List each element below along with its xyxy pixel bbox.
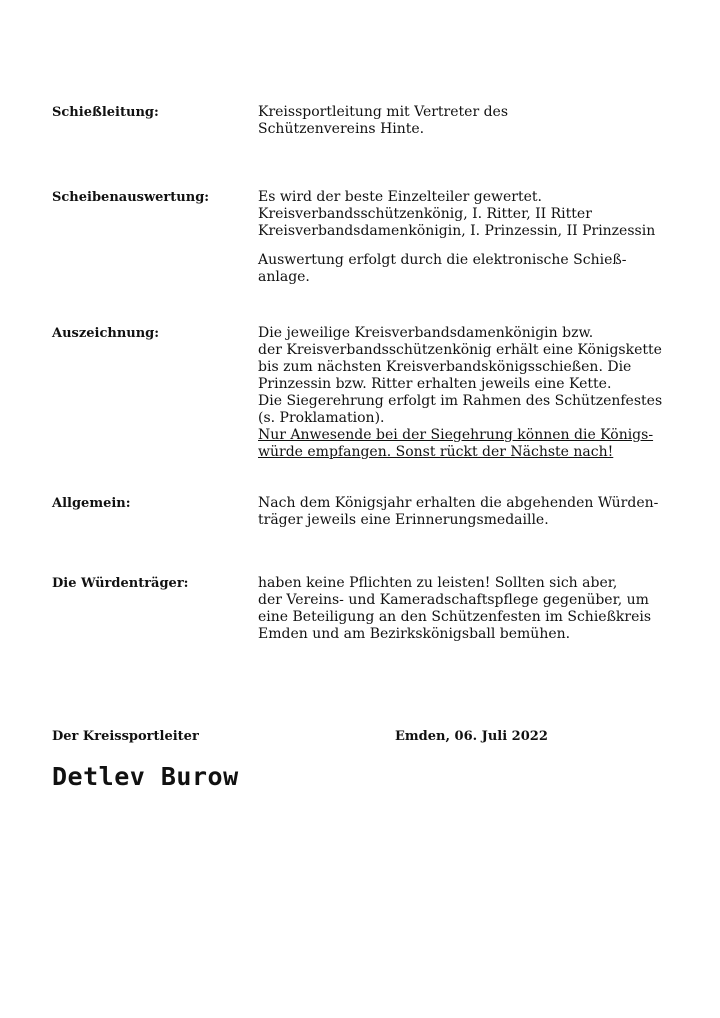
text-line: träger jeweils eine Erinnerungsmedaille. — [258, 512, 549, 528]
text-line: Es wird der beste Einzelteiler gewertet. — [258, 189, 542, 205]
text-line: Kreisverbandsschützenkönig, I. Ritter, II Ritter — [258, 206, 592, 222]
text-line: der Kreisverbandsschützenkönig erhält eine Königskette — [258, 342, 662, 358]
text-line: eine Beteiligung an den Schützenfesten im Schießkreis — [258, 609, 652, 625]
section-content-auszeichnung — [258, 325, 688, 461]
text-line: Emden und am Bezirkskönigsball bemühen. — [258, 626, 571, 642]
section-content-wuerdentraeger — [258, 575, 688, 643]
section-content-scheibenauswertung — [258, 189, 688, 286]
text-line: bis zum nächsten Kreisverbandskönigsschießen. Die — [258, 359, 632, 375]
underlined-notice-line: Nur Anwesende bei der Siegehrung können die Königs- — [258, 427, 654, 443]
place-date: Emden, 06. Juli 2022 — [395, 729, 548, 744]
text-line: haben keine Pflichten zu leisten! Sollten sich aber, — [258, 575, 618, 591]
text-line: Kreisverbandsdamenkönigin, I. Prinzessin, II Prinzessin — [258, 223, 656, 239]
text-line: Auswertung erfolgt durch die elektronische Schieß- — [258, 252, 627, 268]
section-label-scheibenauswertung: Scheibenauswertung: — [52, 190, 210, 205]
paragraph-gap — [258, 240, 688, 252]
text-line: Nach dem Königsjahr erhalten die abgehenden Würden- — [258, 495, 659, 511]
section-label-schiessleitung: Schießleitung: — [52, 105, 159, 120]
text-line: Prinzessin bzw. Ritter erhalten jeweils eine Kette. — [258, 376, 612, 392]
text-line: (s. Proklamation). — [258, 410, 385, 426]
section-content-allgemein — [258, 495, 688, 529]
section-content-schiessleitung — [258, 104, 688, 138]
text-line: Die jeweilige Kreisverbandsdamenkönigin bzw. — [258, 325, 594, 341]
underlined-notice-line: würde empfangen. Sonst rückt der Nächste nach! — [258, 444, 614, 460]
text-line: Schützenvereins Hinte. — [258, 121, 425, 137]
text-line: Kreissportleitung mit Vertreter des — [258, 104, 509, 120]
text-line: anlage. — [258, 269, 310, 285]
section-label-allgemein: Allgemein: — [52, 496, 131, 511]
section-label-wuerdentraeger: Die Würdenträger: — [52, 576, 189, 591]
section-label-auszeichnung: Auszeichnung: — [52, 326, 160, 341]
text-line: Die Siegerehrung erfolgt im Rahmen des Schützenfestes — [258, 393, 663, 409]
text-line: der Vereins- und Kameradschaftspflege gegenüber, um — [258, 592, 649, 608]
signature-name: Detlev Burow — [52, 762, 239, 791]
signatory-role: Der Kreissportleiter — [52, 729, 199, 744]
